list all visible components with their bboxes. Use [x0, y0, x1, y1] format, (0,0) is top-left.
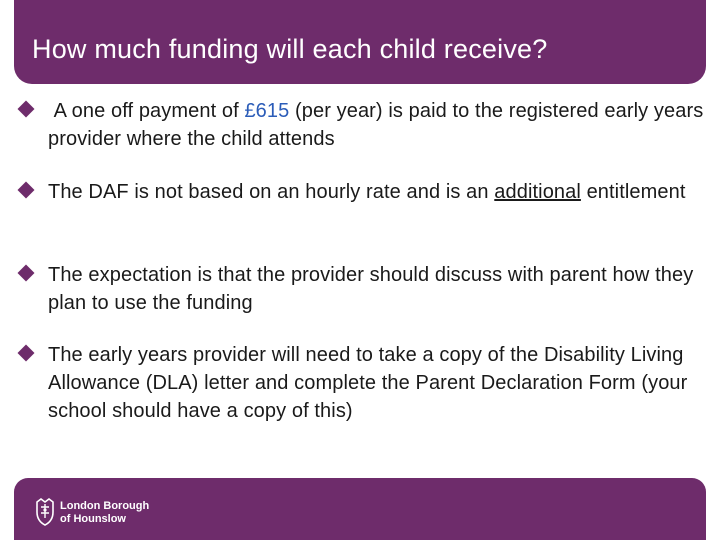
underlined-word: additional	[494, 181, 581, 203]
hounslow-logo	[34, 498, 194, 526]
crest-icon	[34, 498, 56, 526]
slide-title: How much funding will each child receive?	[32, 34, 548, 64]
payment-amount: £615	[244, 100, 290, 122]
diamond-bullet-icon	[18, 101, 35, 118]
diamond-bullet-icon	[18, 265, 35, 282]
bullet-text: A one off payment of £615 (per year) is paid to the registered early years provider where the child attends	[48, 100, 704, 150]
title-banner	[14, 0, 706, 84]
logo-text-line1: London Borough	[60, 500, 150, 512]
footer-banner	[14, 478, 706, 540]
logo-text-line2: of Hounslow	[60, 513, 126, 525]
bullet-text: The early years provider will need to take a copy of the Disability Living Allowance (DLA) letter and complete the Parent Declaration Form (your school should have a copy of this)	[48, 344, 688, 422]
diamond-bullet-icon	[18, 345, 35, 362]
bullet-text: The DAF is not based on an hourly rate and is an additional entitlement	[48, 181, 686, 203]
bullet-text: The expectation is that the provider should discuss with parent how they plan to use the funding	[48, 264, 694, 314]
diamond-bullet-icon	[18, 182, 35, 199]
